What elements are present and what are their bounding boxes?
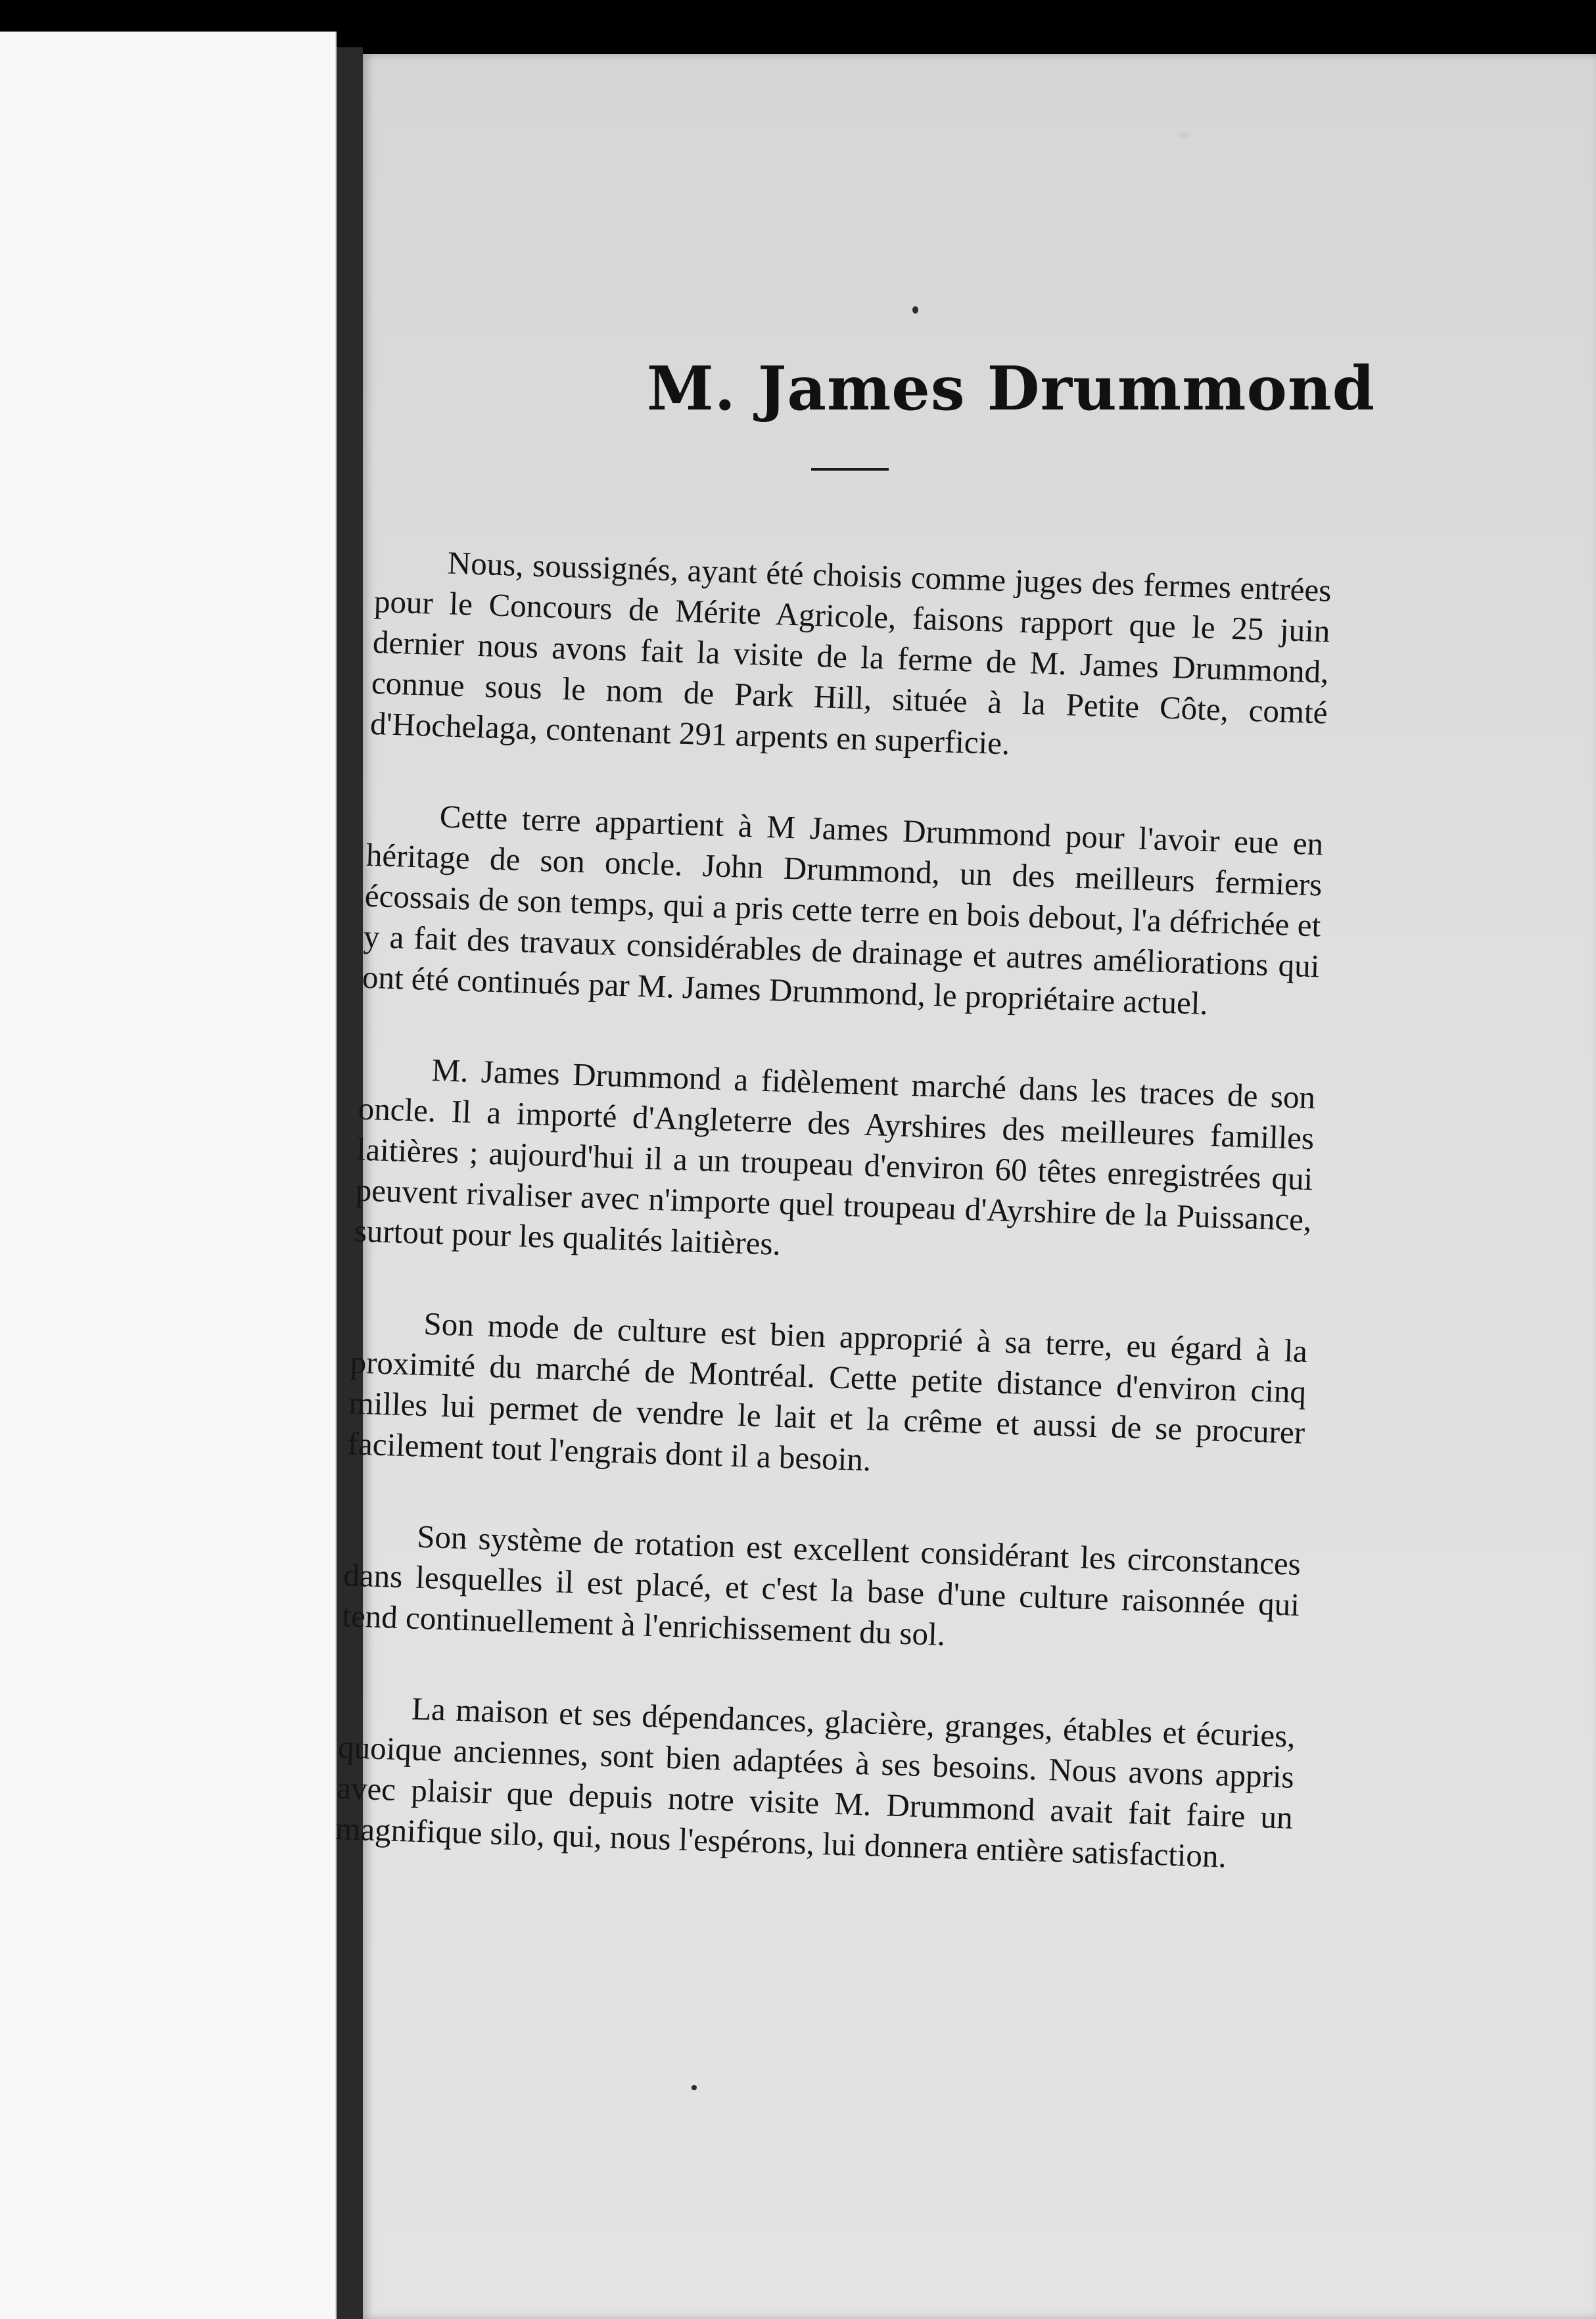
scanned-page: [335, 54, 1596, 2319]
paragraph-2: Cette terre appartient à M James Drummond pour l'avoir eue en héritage de son oncle. John Drummond, un des meilleurs fermiers écossais de son temps, qui a pris cette terre en bois debout, l'a défrichée et y a fait des travaux considérables de drainage et autres améliorations qui ont été continués par M. James Drummond, le propriétaire actuel.: [362, 798, 1325, 1022]
page-title: M. James Drummond: [646, 353, 1376, 424]
ink-speck: [912, 306, 918, 314]
paragraph-6: La maison et ses dépendances, glacière, granges, étables et écuries, quoique anciennes, sont bien adaptées à ses besoins. Nous avons appris avec plaisir que depuis notre visite M. Drummond avait fait faire un magnifique silo, qui, nous l'espérons, lui donnera entière satisfaction.: [335, 1690, 1296, 1875]
paragraph-3: M. James Drummond a fidèlement marché dans les traces de son oncle. Il a importé d'Angleterre des Ayrshires des meilleures familles laitières ; aujourd'hui il a un troupeau d'environ 60 têtes enregistrées qui peuvent rivaliser avec n'importe quel troupeau d'Ayrshire de la Puissance, surtout pour les qualités laitières.: [354, 1052, 1316, 1262]
body-text: [333, 540, 1332, 1929]
ink-speck: [1178, 131, 1190, 139]
paragraph-4: Son mode de culture est bien approprié à sa terre, eu égard à la proximité du marché de Montréal. Cette petite distance d'environ cinq milles lui permet de vendre le lait et la crême et aussi de se procurer facilement tout l'engrais dont il a besoin.: [346, 1305, 1308, 1478]
ink-speck: [692, 2085, 697, 2090]
paragraph-5: Son système de rotation est excellent considérant les circonstances dans lesquelles il est placé, et c'est la base d'une culture raisonnée qui tend continuellement à l'enrichissement du sol.: [341, 1518, 1302, 1653]
paragraph-1: Nous, soussignés, ayant été choisis comme juges des fermes entrées pour le Concours de Mérite Agricole, faisons rapport que le 25 juin dernier nous avons fait la visite de la ferme de M. James Drummond, connue sous le nom de Park Hill, située à la Petite Côte, comté d'Hochelaga, contenant 291 arpents en superficie.: [369, 544, 1332, 762]
title-rule: [811, 468, 889, 471]
blank-facing-page: [0, 32, 337, 2319]
